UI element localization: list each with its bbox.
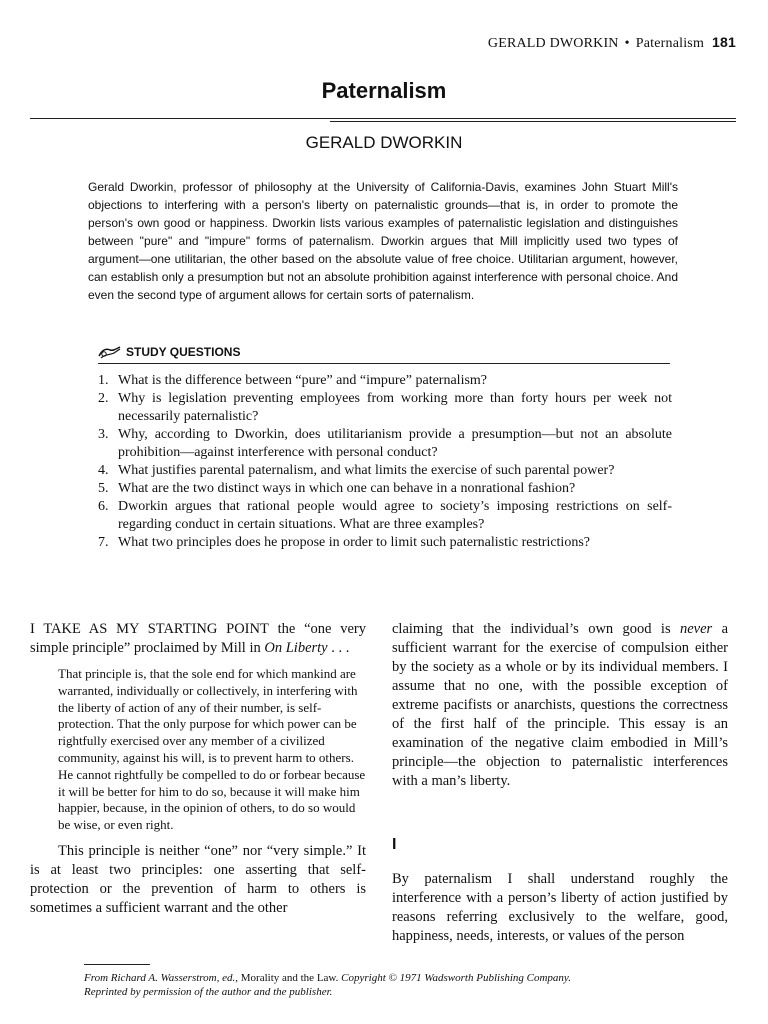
footnote-copyright: Copyright © 1971 Wadsworth Publishing Company. bbox=[338, 972, 571, 984]
question-number: 2. bbox=[98, 391, 109, 406]
footnote-line-2: Reprinted by permission of the author and the publisher. bbox=[84, 986, 333, 998]
emphasis: never bbox=[679, 621, 713, 637]
study-question bbox=[98, 372, 672, 390]
study-questions-list bbox=[98, 372, 672, 552]
study-questions-label: STUDY QUESTIONS bbox=[126, 345, 241, 359]
opening-paragraph bbox=[30, 620, 366, 658]
question-number: 7. bbox=[98, 535, 109, 550]
body-column-left bbox=[30, 620, 366, 918]
title-rule bbox=[30, 118, 736, 119]
title-rule-secondary bbox=[330, 121, 736, 122]
abstract: Gerald Dworkin, professor of philosophy at the University of California-Davis, examines John Stuart Mill's objections to interfering with a person's liberty on paternalistic grounds—that is, in order to promote the person's own good or happiness. Dworkin lists various examples of paternalistic legislation and distinguishes between "pure" and "impure" forms of paternalism. Dworkin argues that Mill implicitly used two types of argument—one utilitarian, the other based on the absolute value of free choice. Utilitarian argument, however, can establish only a presumption but not an absolute prohibition against interference with personal choice. And even the second type of argument allows for certain sorts of paternalism. bbox=[88, 180, 678, 302]
page-number: 181 bbox=[712, 34, 736, 50]
question-text: What two principles does he propose in order to limit such paternalistic restrictions? bbox=[118, 535, 590, 550]
footnote-line-1 bbox=[84, 971, 684, 985]
source-footnote bbox=[84, 971, 684, 999]
page-title: Paternalism bbox=[321, 78, 447, 103]
running-head-author: GERALD DWORKIN bbox=[487, 36, 619, 51]
question-number: 6. bbox=[98, 499, 109, 514]
question-number: 5. bbox=[98, 481, 109, 496]
question-text: Dworkin argues that rational people would agree to society’s imposing restrictions on self-regarding conduct in certain situations. What are three examples? bbox=[118, 499, 672, 532]
study-question bbox=[98, 534, 672, 552]
footnote-book: Morality and the Law. bbox=[240, 972, 339, 984]
body-paragraph: This principle is neither “one” nor “very simple.” It is at least two principles: one asserting that self-protection or the prevention of harm to others is sometimes a sufficient warrant and the other bbox=[30, 842, 366, 916]
question-number: 3. bbox=[98, 427, 109, 442]
paragraph-text: a sufficient warrant for the exercise of compulsion either by the society as a whole or by its individual members. I assume that no one, with the possible exception of extreme pacifists or anarchists, questions the correctness of the first half of the principle. This essay is an examination of the negative claim embodied in Mill’s principle—the objection to paternalistic interferences with a man’s liberty. bbox=[392, 621, 729, 789]
opening-text: the “one very simple principle” proclaimed by Mill in bbox=[30, 621, 366, 656]
body-paragraph bbox=[392, 620, 728, 791]
study-question bbox=[98, 498, 672, 534]
study-questions-heading bbox=[98, 344, 670, 364]
study-question bbox=[98, 462, 672, 480]
study-question bbox=[98, 480, 672, 498]
body-column-right bbox=[392, 620, 728, 946]
question-text: What are the two distinct ways in which one can behave in a nonrational fashion? bbox=[118, 481, 576, 496]
work-title: On Liberty bbox=[264, 640, 328, 656]
footnote-source: From Richard A. Wasserstrom, ed., bbox=[84, 972, 241, 984]
running-head bbox=[488, 34, 736, 52]
hand-writing-icon bbox=[98, 345, 126, 359]
footnote-rule bbox=[84, 964, 150, 965]
question-number: 1. bbox=[98, 373, 109, 388]
study-question bbox=[98, 426, 672, 462]
question-text: Why, according to Dworkin, does utilitarianism provide a presumption—but not an absolute prohibition—against interference with personal conduct? bbox=[118, 427, 672, 460]
study-question bbox=[98, 390, 672, 426]
body-paragraph: By paternalism I shall understand roughly the interference with a person’s liberty of action justified by reasons referring exclusively to the welfare, good, happiness, needs, interests, or values of the person bbox=[392, 871, 728, 944]
opening-ellipsis: . . . bbox=[327, 640, 350, 656]
question-number: 4. bbox=[98, 463, 109, 478]
paragraph-text: claiming that the individual’s own good is bbox=[392, 621, 680, 637]
running-head-separator: • bbox=[624, 36, 630, 51]
question-text: What is the difference between “pure” and “impure” paternalism? bbox=[118, 373, 488, 388]
article-author: GERALD DWORKIN bbox=[305, 133, 463, 152]
section-number: I bbox=[392, 836, 397, 853]
question-text: Why is legislation preventing employees from working more than forty hours per week not necessarily paternalistic? bbox=[118, 391, 672, 424]
question-text: What justifies parental paternalism, and what limits the exercise of such parental power? bbox=[118, 463, 615, 478]
opening-caps: I TAKE AS MY STARTING POINT bbox=[30, 621, 269, 637]
running-head-section: Paternalism bbox=[635, 36, 705, 51]
mill-quotation: That principle is, that the sole end for which mankind are warranted, individually or collectively, in interfering with the liberty of action of any of their number, is self-protection. That the only purpose for which power can be rightfully exercised over any member of a civilized community, against his will, is to prevent harm to others. He cannot rightfully be compelled to do or forbear because it will be better for him to do so, because it will make him happier, because, in the opinion of others, to do so would be wise, or even right. bbox=[58, 666, 366, 833]
